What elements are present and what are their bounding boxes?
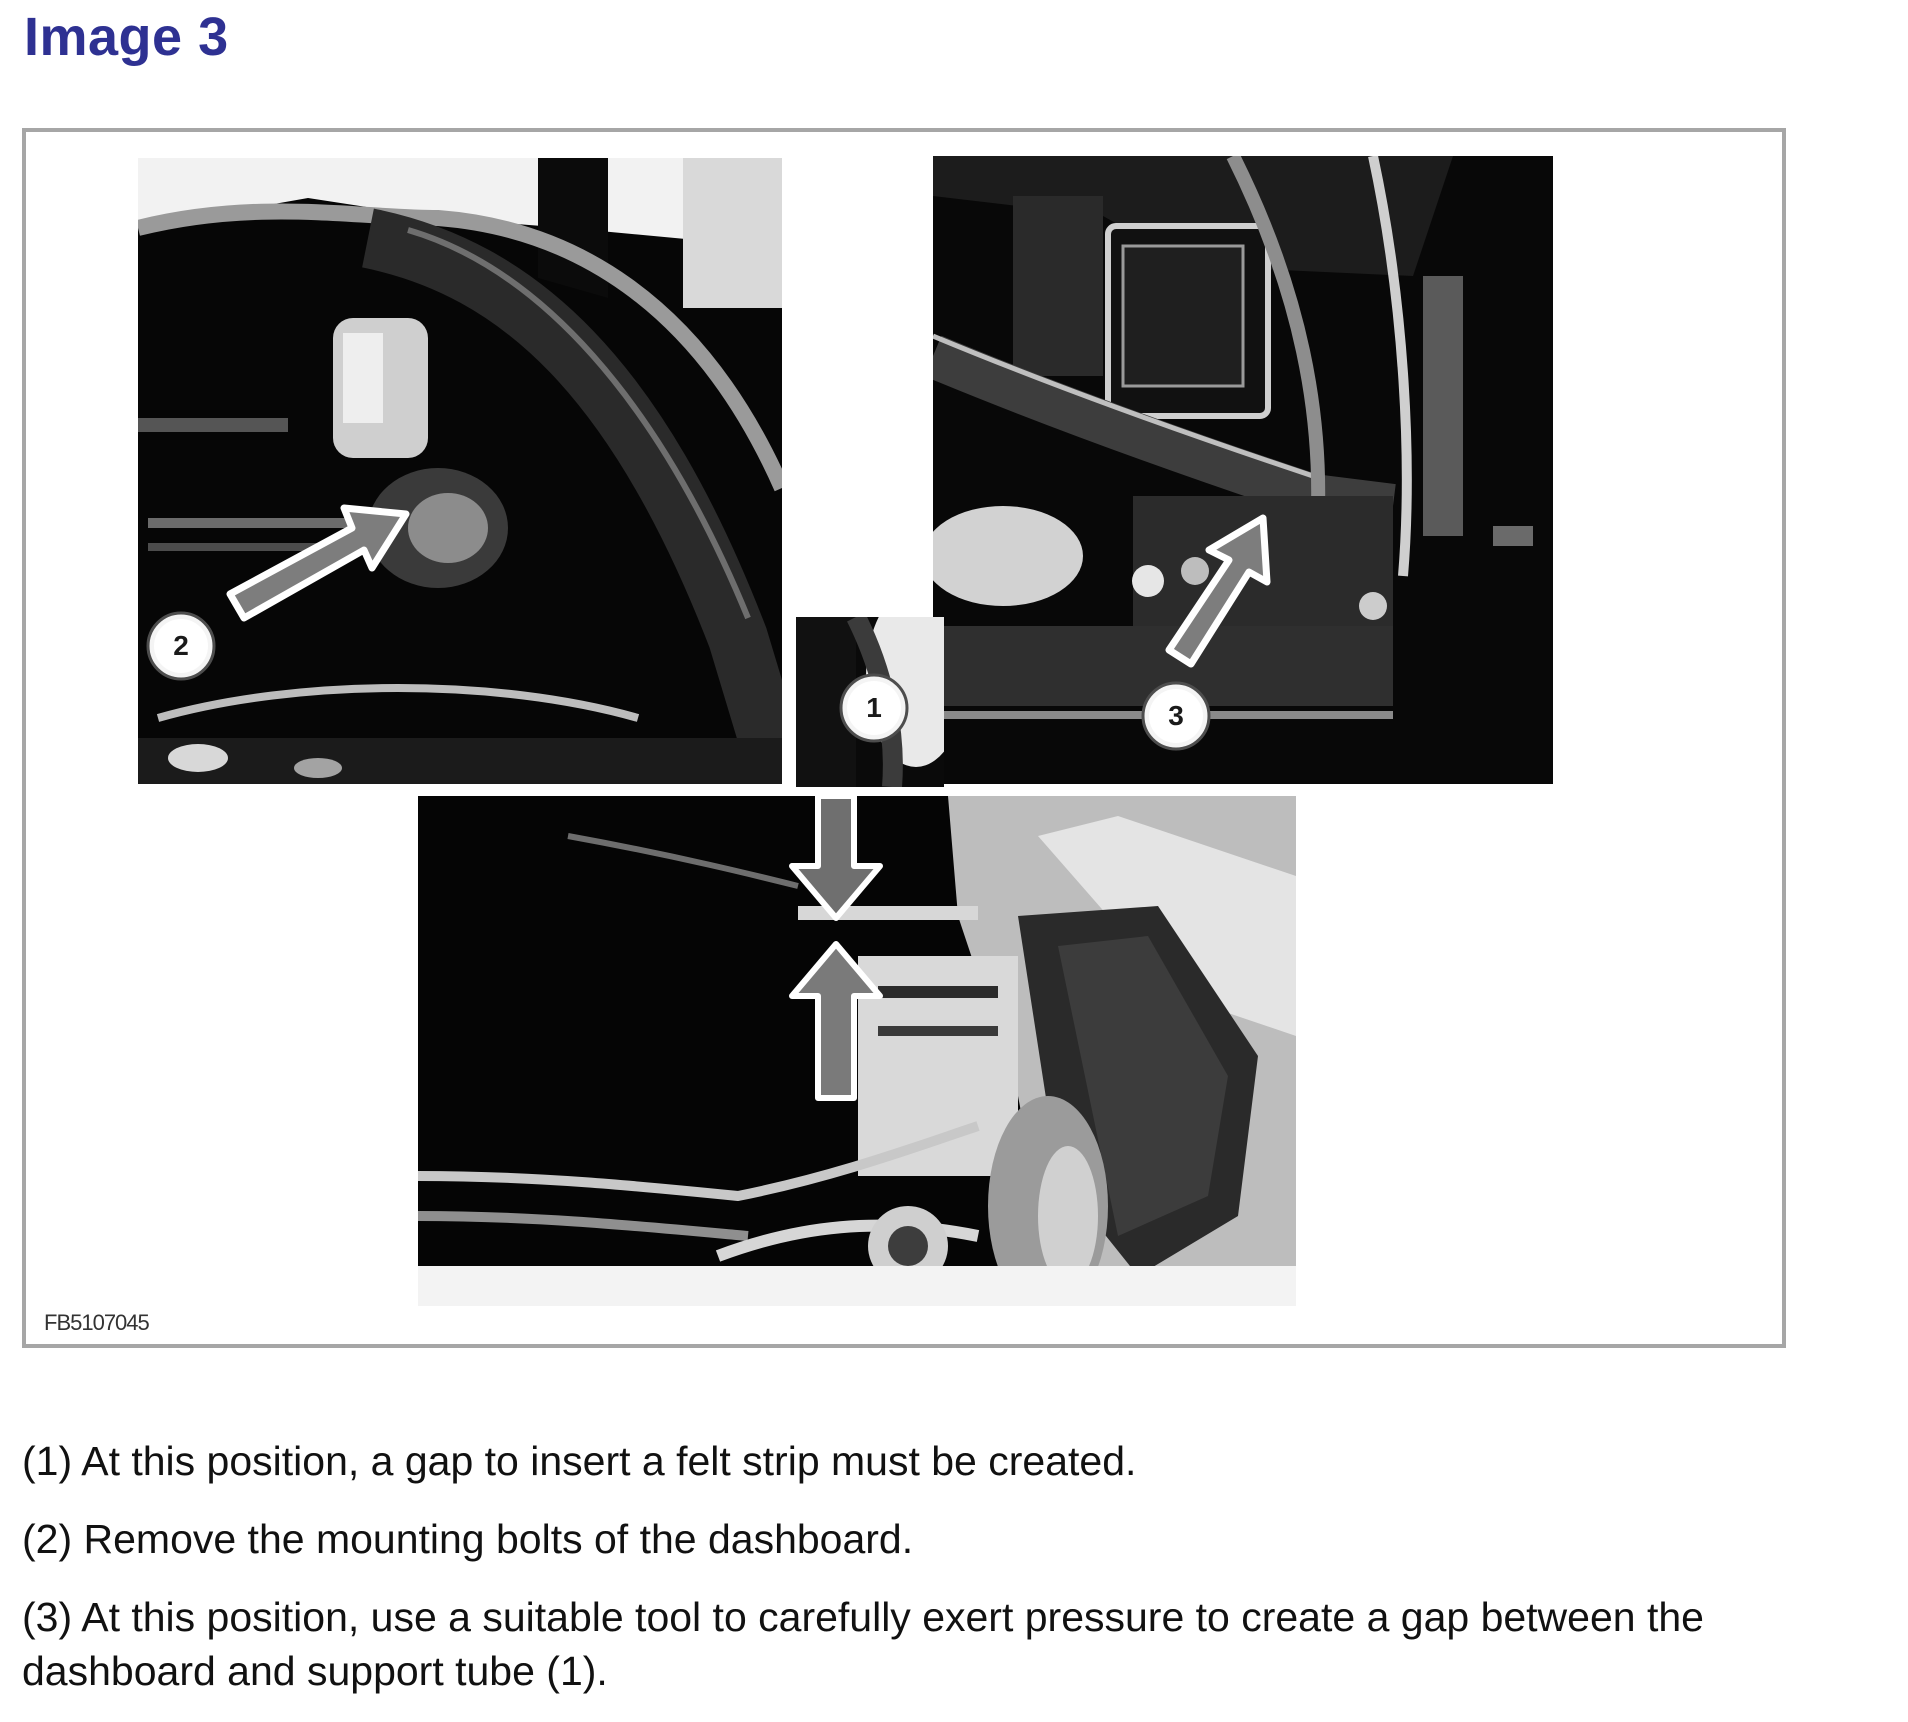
callout-3-label: 3 bbox=[1168, 700, 1184, 731]
callout-3 bbox=[1140, 680, 1212, 752]
photo-mounting-bolts bbox=[138, 158, 782, 784]
caption-list bbox=[22, 1434, 1902, 1722]
caption-1: (1) At this position, a gap to insert a felt strip must be created. bbox=[22, 1438, 1137, 1484]
figure-frame bbox=[22, 128, 1786, 1348]
caption-2: (2) Remove the mounting bolts of the dashboard. bbox=[22, 1516, 914, 1562]
callout-1 bbox=[838, 672, 910, 744]
callout-1-label: 1 bbox=[866, 692, 882, 723]
photo-pressure-point bbox=[933, 156, 1553, 784]
photo-gap-position bbox=[418, 796, 1296, 1306]
callout-2-label: 2 bbox=[173, 630, 189, 661]
callout-2 bbox=[145, 610, 217, 682]
page-title: Image 3 bbox=[24, 7, 229, 67]
figure-code: FB5107045 bbox=[44, 1310, 149, 1335]
caption-3: (3) At this position, use a suitable tool to carefully exert pressure to create a gap between the dashboard and support tube (1). bbox=[22, 1594, 1704, 1694]
